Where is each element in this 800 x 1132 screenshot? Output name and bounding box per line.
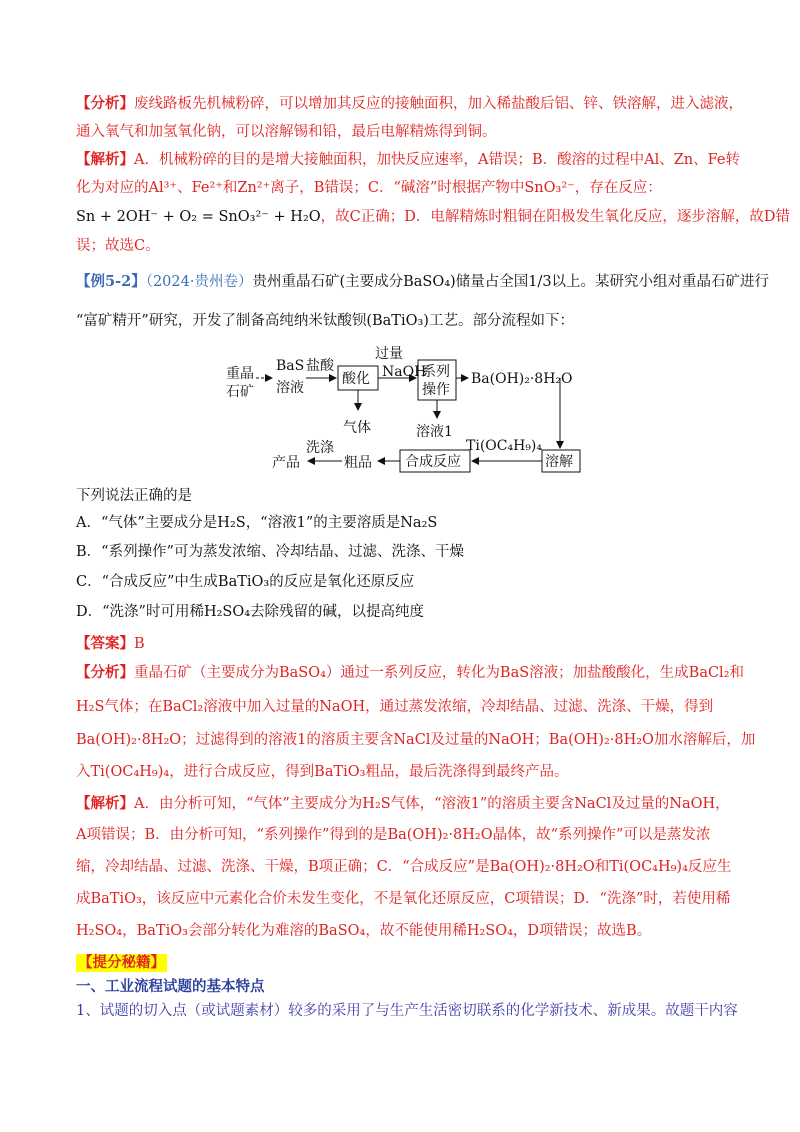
explanation-line: 误；故选C。 [76,238,160,254]
ti-reagent-label: Ti(OC₄H₉)₄ [466,438,542,454]
gas-label: 气体 [343,420,371,436]
example-text: 贵州重晶石矿(主要成分BaSO₄)储量占全国1/3以上。某研究小组对重晶石矿进行 [252,274,770,290]
analysis-tag: 【分析】 [76,95,134,112]
option-d: D．“洗涤”时可用稀H₂SO₄去除残留的碱，以提高纯度 [76,604,425,620]
option-a: A．“气体”主要成分是H₂S，“溶液1”的主要溶质是Na₂S [76,515,438,531]
analysis-line: H₂S气体；在BaCl₂溶液中加入过量的NaOH，通过蒸发浓缩，冷却结晶、过滤、洗涤、干燥，得到 [76,699,714,715]
analysis-text: 废线路板先机械粉碎，可以增加其反应的接触面积，加入稀盐酸后铝、锌、铁溶解，进入滤液， [134,96,743,112]
example-line [76,272,770,292]
analysis-line [76,663,745,683]
tips-text: 1、试题的切入点（或试题素材）较多的采用了与生产生活密切联系的化学新技术、新成果。故题干内容 [76,1003,738,1019]
answer-line [76,634,728,654]
example-source: （2024·贵州卷） [145,274,253,290]
bas-label: BaS [276,358,305,374]
explanation-line: 化为对应的Al³⁺、Fe²⁺和Zn²⁺离子，B错误；C．“碱溶”时根据产物中SnO₃²⁻，存在反应： [76,180,662,196]
acidify-label: 酸化 [342,371,370,387]
explanation-line [76,794,728,814]
dissolve-label: 溶解 [545,454,573,470]
process-flowchart [220,340,590,475]
explanation-tag: 【解析】 [76,151,134,168]
explanation-text: A．由分析可知，“气体”主要成分为H₂S气体，“溶液1”的溶质主要含NaCl及过量的NaOH， [134,796,730,812]
analysis-line: Ba(OH)₂·8H₂O；过滤得到的溶液1的溶质主要含NaCl及过量的NaOH；Ba(OH)₂·8H₂O加水溶解后，加 [76,732,756,748]
solution1-label: 溶液1 [416,424,453,440]
analysis-text: 重晶石矿（主要成分为BaSO₄）通过一系列反应，转化为BaS溶液；加盐酸酸化，生成BaCl₂和 [134,665,745,681]
explanation-tag: 【解析】 [76,795,134,812]
analysis-line [76,94,743,114]
series-label: 系列 [422,364,450,380]
wash-label: 洗涤 [306,440,334,456]
synthesis-label: 合成反应 [405,454,461,470]
question-text: 下列说法正确的是 [76,488,192,504]
explanation-line [76,150,740,170]
ore-label: 石矿 [226,384,254,400]
analysis-tag: 【分析】 [76,664,134,681]
section-title: 一、工业流程试题的基本特点 [76,978,265,995]
explanation-line: 成BaTiO₃，该反应中元素化合价未发生变化，不是氧化还原反应，C项错误；D．“洗涤”时，若使用稀 [76,891,731,907]
hcl-label: 盐酸 [306,358,334,374]
example-tag: 【例5-2】 [76,273,146,290]
explanation-line [76,207,790,227]
excess-label: 过量 [375,346,403,362]
explanation-text: A．机械粉碎的目的是增大接触面积，加快反应速率，A错误；B．酸溶的过程中Al、Zn、Fe转 [134,152,740,168]
answer-tag: 【答案】 [76,635,134,652]
explanation-text: ，故C正确；D．电解精炼时粗铜在阳极发生氧化反应，逐步溶解，故D错 [320,209,790,225]
naoh-label: NaOH [382,364,427,380]
explanation-line: H₂SO₄，BaTiO₃会部分转化为难溶的BaSO₄，故不能使用稀H₂SO₄，D项错误；故选B。 [76,923,652,939]
product-label: 产品 [272,455,300,471]
answer-value: B [134,636,145,652]
example-line: “富矿精开”研究，开发了制备高纯纳米钛酸钡(BaTiO₃)工艺。部分流程如下： [76,313,574,329]
baoh-product-label: Ba(OH)₂·8H₂O [471,371,573,387]
solution-label: 溶液 [276,380,304,396]
analysis-line: 通入氧气和加氢氧化钠，可以溶解锡和铅，最后电解精炼得到铜。 [76,124,497,140]
series-label: 操作 [422,382,450,398]
crude-label: 粗品 [344,455,372,471]
option-c: C．“合成反应”中生成BaTiO₃的反应是氧化还原反应 [76,574,415,590]
ore-label: 重晶 [226,366,254,382]
tips-tag: 【提分秘籍】 [78,954,165,971]
option-b: B．“系列操作”可为蒸发浓缩、冷却结晶、过滤、洗涤、干燥 [76,544,464,560]
equation: Sn + 2OH⁻ + O₂ = SnO₃²⁻ + H₂O [76,209,321,225]
analysis-line: 入Ti(OC₄H₉)₄，进行合成反应，得到BaTiO₃粗品，最后洗涤得到最终产品。 [76,764,569,780]
explanation-line: A项错误；B．由分析可知，“系列操作”得到的是Ba(OH)₂·8H₂O晶体，故“系列操作”可以是蒸发浓 [76,827,711,843]
explanation-line: 缩，冷却结晶、过滤、洗涤、干燥，B项正确；C．“合成反应”是Ba(OH)₂·8H₂O和Ti(OC₄H₉)₄反应生 [76,859,732,875]
